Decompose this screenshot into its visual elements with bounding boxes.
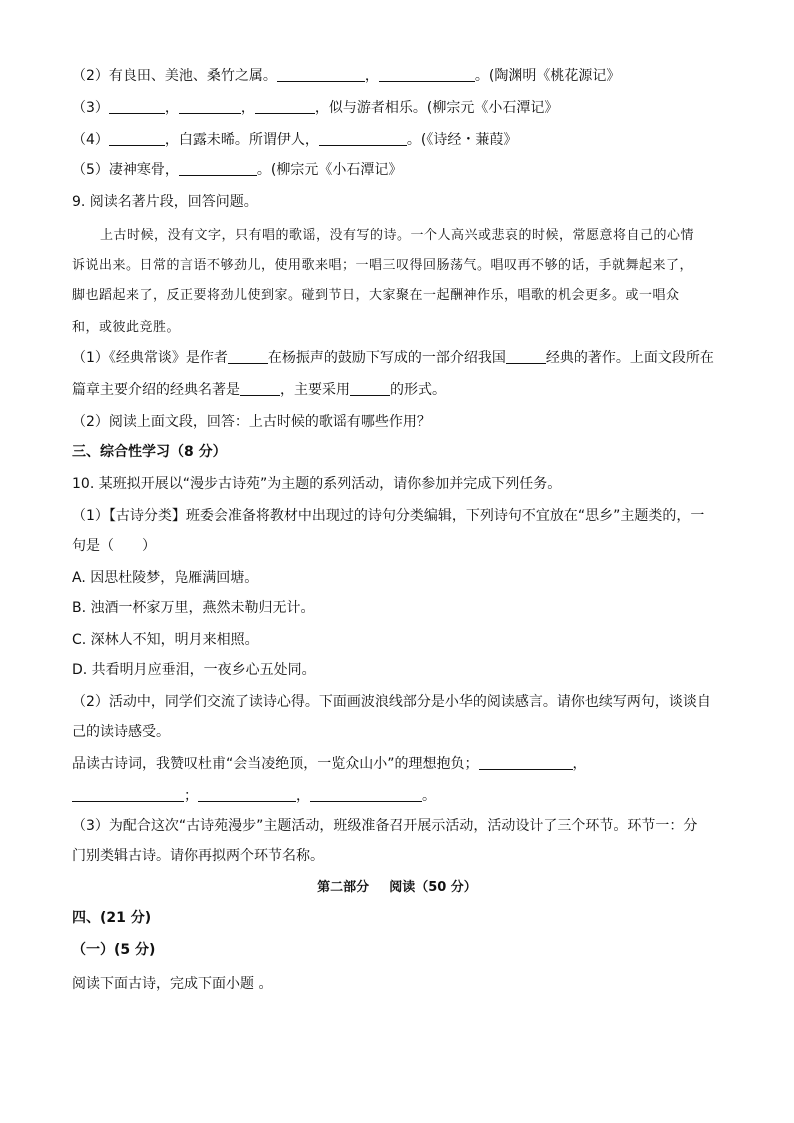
- q9-sub1-line1: [72, 348, 722, 368]
- q9-sub1-line2: [72, 380, 722, 400]
- punct: ，: [572, 756, 587, 772]
- q10-sub1-line1: （1）【古诗分类】班委会准备将教材中出现过的诗句分类编辑，下列诗句不宜放在“思乡”主题类的，一: [72, 508, 705, 524]
- answer-blank[interactable]: [350, 381, 390, 396]
- answer-blank[interactable]: [109, 99, 165, 114]
- part-2-title: 阅读（50 分）: [389, 880, 477, 895]
- q8-item-5-text: （5）凄神寒骨，: [72, 162, 179, 178]
- q8-item-2-text-a: （2）有良田、美池、桑竹之属。: [72, 68, 277, 84]
- answer-blank[interactable]: [228, 349, 268, 364]
- q8-item-3: [72, 98, 722, 118]
- punct: ；: [184, 788, 198, 804]
- q9-sub1-text: （1）《经典常谈》是作者: [72, 350, 228, 366]
- q10-sub2-line4: [72, 786, 722, 806]
- q9-sub1-text: 经典的著作。上面文段所在: [545, 350, 714, 366]
- section-4-heading: 四、(21 分): [72, 910, 152, 926]
- q9-passage-line: 和，或彼此竞胜。: [72, 320, 181, 335]
- q10-option-b[interactable]: B. 浊酒一杯家万里，燕然未勒归无计。: [72, 600, 315, 616]
- q10-intro: 10. 某班拟开展以“漫步古诗苑”为主题的系列活动，请你参加并完成下列任务。: [72, 476, 562, 492]
- answer-blank[interactable]: [310, 787, 422, 802]
- answer-blank[interactable]: [277, 67, 365, 82]
- q10-sub1-line2: 句是（ ）: [72, 538, 156, 554]
- q10-option-d[interactable]: D. 共看明月应垂泪，一夜乡心五处同。: [72, 662, 316, 678]
- q10-sub3-line2: 门别类辑古诗。请你再拟两个环节名称。: [72, 848, 324, 864]
- q10-option-a[interactable]: A. 因思杜陵梦，凫雁满回塘。: [72, 570, 259, 586]
- answer-blank[interactable]: [72, 787, 184, 802]
- answer-blank[interactable]: [379, 67, 475, 82]
- q9-sub1-text: ，主要采用: [280, 382, 350, 398]
- q8-item-4-number: （4）: [72, 132, 109, 148]
- answer-blank[interactable]: [319, 131, 407, 146]
- answer-blank[interactable]: [179, 99, 241, 114]
- q8-item-4: [72, 130, 722, 150]
- answer-blank[interactable]: [255, 99, 315, 114]
- section-3-heading: 三、综合性学习（8 分）: [72, 444, 227, 460]
- q9-passage-line: 脚也蹈起来了，反正要将劲儿使到家。碰到节日，大家聚在一起酬神作乐，唱歌的机会更多。或一唱众: [72, 288, 680, 303]
- q9-sub2: （2）阅读上面文段，回答：上古时候的歌谣有哪些作用？: [72, 414, 431, 430]
- q9-title: 9. 阅读名著片段，回答问题。: [72, 194, 258, 210]
- q8-item-2: [72, 66, 722, 86]
- answer-blank[interactable]: [109, 131, 165, 146]
- reading-intro: 阅读下面古诗，完成下面小题 。: [72, 976, 273, 992]
- q10-sub2-text: 品读古诗词，我赞叹杜甫“会当凌绝顶，一览众山小”的理想抱负；: [72, 756, 479, 772]
- punct: ，: [240, 100, 255, 116]
- q10-sub2-line2: 己的读诗感受。: [72, 724, 170, 740]
- q8-item-4-text: ，白露未晞。所谓伊人，: [164, 132, 319, 148]
- punct: ，: [164, 100, 179, 116]
- subsection-1-heading: （一）(5 分): [72, 942, 156, 958]
- q8-item-2-source: 。(陶渊明《桃花源记》: [474, 68, 621, 84]
- punct: ，: [364, 68, 379, 84]
- q8-item-5: [72, 160, 722, 180]
- q9-passage-line: 诉说出来。日常的言语不够劲儿，使用歌来唱；一唱三叹得回肠荡气。唱叹再不够的话，手就舞起来了，: [72, 258, 694, 273]
- q9-sub1-text: 篇章主要介绍的经典名著是: [72, 382, 240, 398]
- answer-blank[interactable]: [198, 787, 296, 802]
- punct: ，: [296, 788, 310, 804]
- q10-option-c[interactable]: C. 深林人不知，明月来相照。: [72, 632, 259, 648]
- q10-sub2-line1: （2）活动中，同学们交流了读诗心得。下面画波浪线部分是小华的阅读感言。请你也续写两句，谈谈自: [72, 694, 711, 710]
- q8-item-3-number: （3）: [72, 100, 109, 116]
- part-2-label: 第二部分: [317, 880, 370, 895]
- q9-sub1-text: 的形式。: [390, 382, 446, 398]
- q8-item-3-source: ，似与游者相乐。(柳宗元《小石潭记》: [314, 100, 559, 116]
- q9-sub1-text: 在杨振声的鼓励下写成的一部介绍我国: [267, 350, 506, 366]
- answer-blank[interactable]: [240, 381, 280, 396]
- answer-blank[interactable]: [179, 161, 257, 176]
- q8-item-4-source: 。(《诗经・蒹葭》: [406, 132, 518, 148]
- q10-sub3-line1: （3）为配合这次“古诗苑漫步”主题活动，班级准备召开展示活动，活动设计了三个环节。环节一：分: [72, 818, 698, 834]
- q10-sub2-line3: [72, 754, 722, 774]
- q9-passage-line: 上古时候，没有文字，只有唱的歌谣，没有写的诗。一个人高兴或悲哀的时候，常愿意将自己的心情: [100, 228, 695, 243]
- punct: 。: [422, 788, 436, 804]
- answer-blank[interactable]: [506, 349, 546, 364]
- part-2-heading: [0, 878, 794, 898]
- q8-item-5-source: 。(柳宗元《小石潭记》: [256, 162, 403, 178]
- answer-blank[interactable]: [479, 755, 573, 770]
